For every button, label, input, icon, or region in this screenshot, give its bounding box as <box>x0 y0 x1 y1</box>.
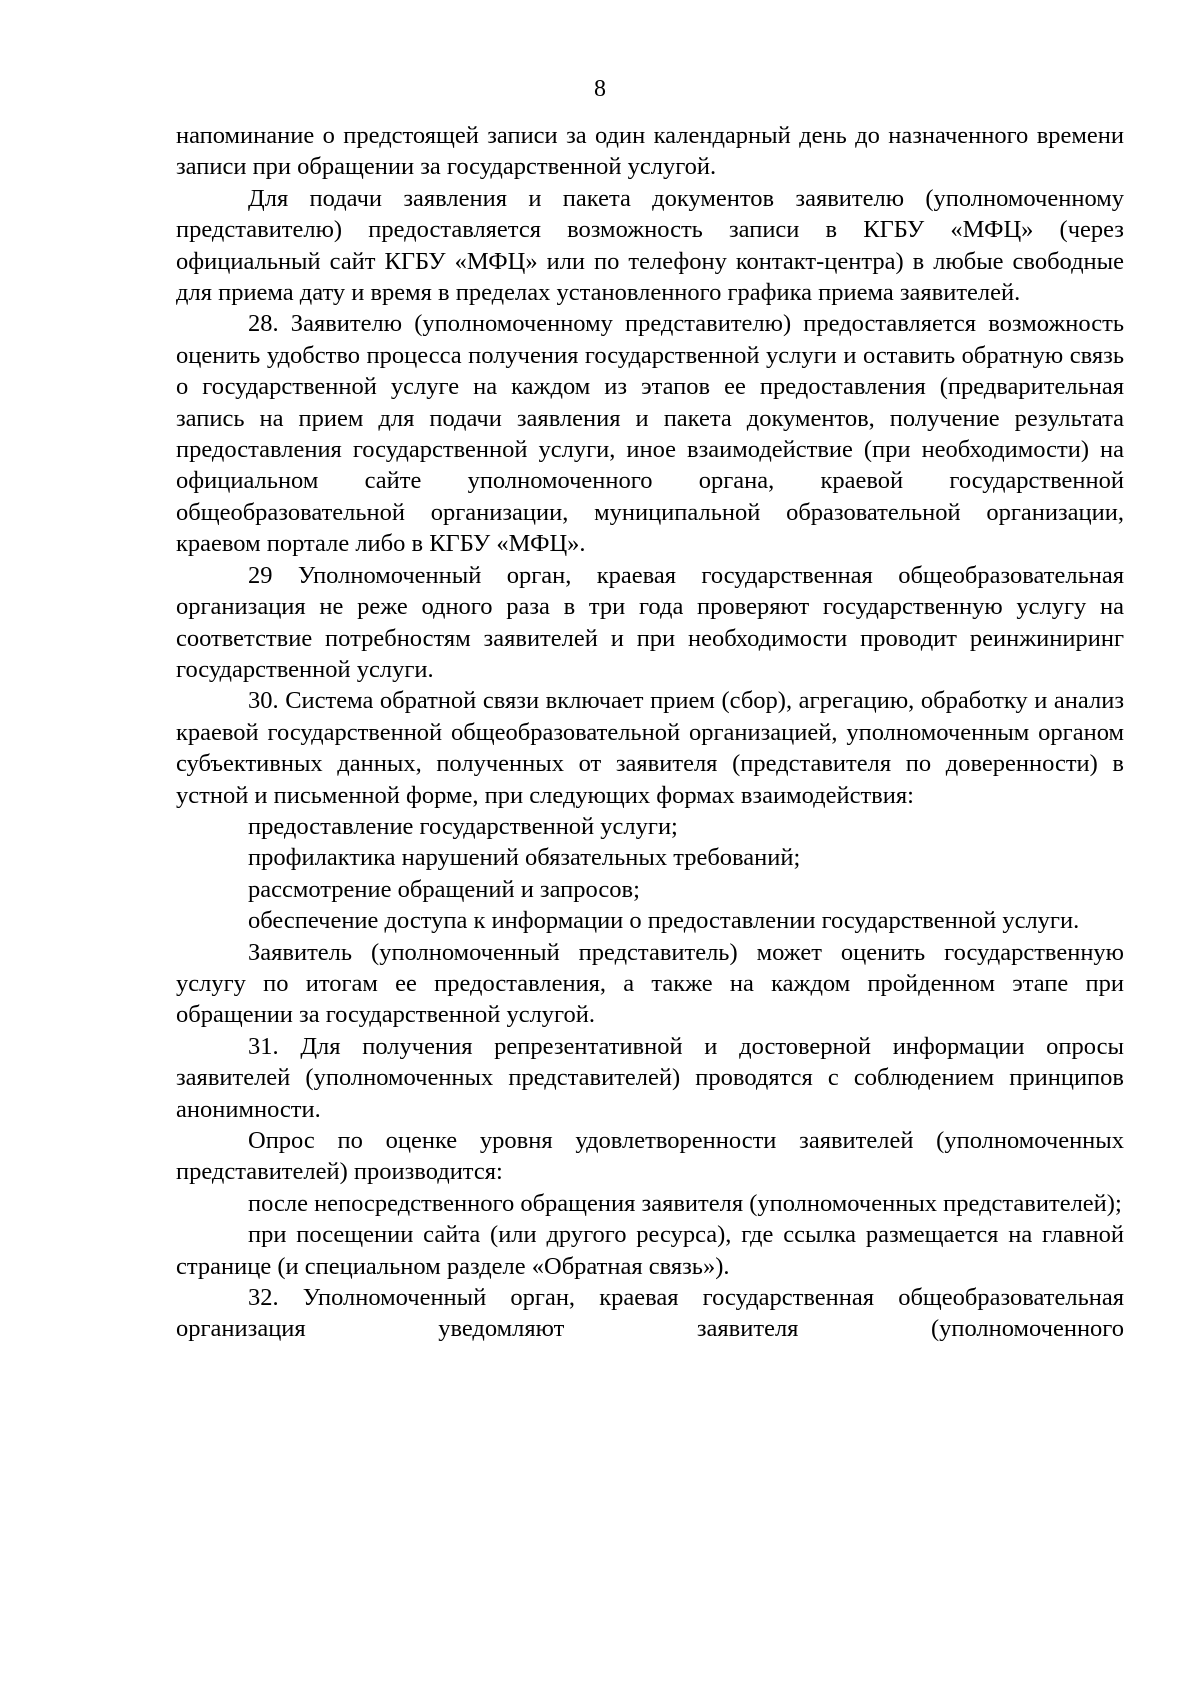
document-body <box>176 120 1124 1345</box>
paragraph-survey: Опрос по оценке уровня удовлетворенности заявителей (уполномоченных представителей) производится: <box>176 1127 1124 1186</box>
paragraph-applicant-evaluation: Заявитель (уполномоченный представитель) может оценить государственную услугу по итогам ее предоставления, а также на каждом пройденном этапе при обращении за государственной услугой. <box>176 938 1124 1029</box>
list-item-after-contact: после непосредственного обращения заявителя (уполномоченных представителей); <box>248 1189 1122 1217</box>
paragraph-29: 29 Уполномоченный орган, краевая государственная общеобразовательная организация не реже одного раза в три года проверяют государственную услугу на соответствие потребностям заявителей и при необходимости проводит реинжиниринг государственной услуги. <box>176 561 1124 683</box>
list-item-prevention: профилактика нарушений обязательных требований; <box>248 844 801 872</box>
list-item-requests: рассмотрение обращений и запросов; <box>248 875 640 903</box>
list-item-information-access: обеспечение доступа к информации о предоставлении государственной услуги. <box>248 907 1080 935</box>
paragraph-31: 31. Для получения репрезентативной и достоверной информации опросы заявителей (уполномоченных представителей) проводятся с соблюдением принципов анонимности. <box>176 1032 1124 1123</box>
list-item-service-provision: предоставление государственной услуги; <box>248 812 678 840</box>
list-item-site-visit: при посещении сайта (или другого ресурса), где ссылка размещается на главной странице (и специальном разделе «Обратная связь»). <box>176 1221 1124 1280</box>
paragraph-continuation: напоминание о предстоящей записи за один календарный день до назначенного времени записи при обращении за государственной услугой. <box>176 122 1124 181</box>
page-number: 8 <box>594 76 606 102</box>
paragraph-30: 30. Система обратной связи включает прием (сбор), агрегацию, обработку и анализ краевой государственной общеобразовательной организацией, уполномоченным органом субъективных данных, полученных от заявителя (представителя по доверенности) в устной и письменной форме, при следующих формах взаимодействия: <box>176 687 1124 809</box>
paragraph-appointment-booking: Для подачи заявления и пакета документов заявителю (уполномоченному представителю) предоставляется возможность записи в КГБУ «МФЦ» (через официальный сайт КГБУ «МФЦ» или по телефону контакт-центра) в любые свободные для приема дату и время в пределах установленного графика приема заявителей. <box>176 184 1124 307</box>
paragraph-28: 28. Заявителю (уполномоченному представителю) предоставляется возможность оценить удобство процесса получения государственной услуги и оставить обратную связь о государственной услуге на каждом из этапов ее предоставления (предварительная запись на прием для подачи заявления и пакета документов, получение результата предоставления государственной услуги, иное взаимодействие (при необходимости) на официальном сайте уполномоченного органа, краевой государственной общеобразовательной организации, муниципальной образовательной организации, краевом портале либо в КГБУ «МФЦ». <box>176 310 1124 558</box>
paragraph-32: 32. Уполномоченный орган, краевая государственная общеобразовательная организация уведомляют заявителя (уполномоченного <box>176 1284 1124 1343</box>
